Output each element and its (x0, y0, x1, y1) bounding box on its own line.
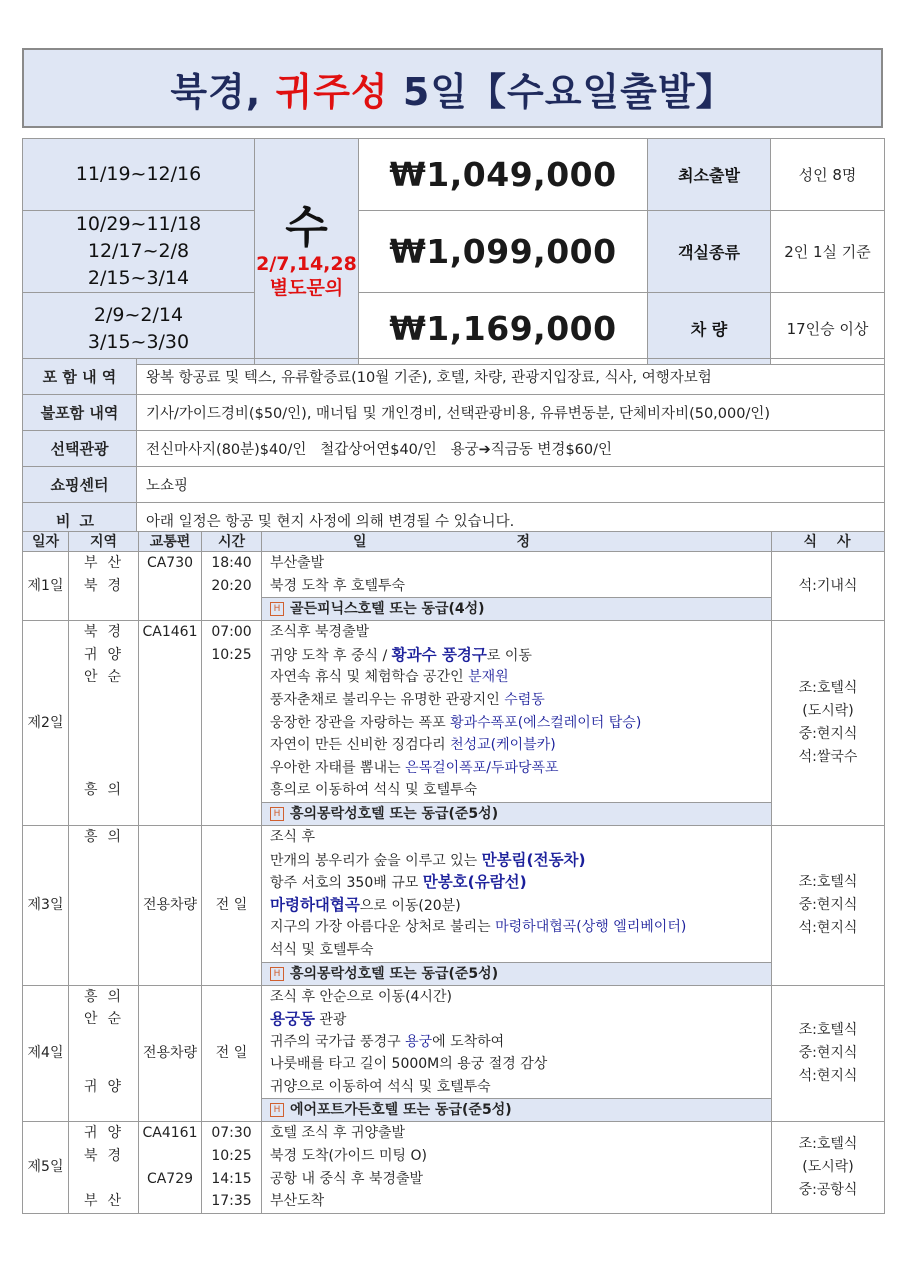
meal-cell (772, 621, 885, 826)
highlight-place: 황과수폭포(에스컬레이터 탑승) (450, 714, 642, 731)
exclude-value: 기사/가이드경비($50/인), 매너팁 및 개인경비, 선택관광비용, 유류변동분, 단체비자비(50,000/인) (137, 395, 885, 431)
price-label-3: 차 량 (648, 293, 771, 365)
meal-item: (도시락) (802, 1159, 854, 1176)
hotel-line: H 흥의몽락성호텔 또는 동급(준5성) (262, 802, 771, 825)
itinerary-line: 조식후 북경출발 (270, 624, 370, 641)
time-value: 17:35 (211, 1193, 252, 1210)
region-name: 부산 (83, 555, 132, 571)
itinerary-line: 조식 후 안순으로 이동(4시간) (270, 988, 452, 1005)
time-cell (202, 552, 262, 621)
price-dates-3: 2/9~2/14 3/15~3/30 (23, 293, 255, 365)
itinerary-line: 나룻배를 타고 길이 5000M의 용궁 절경 감상 (270, 1056, 548, 1073)
title-banner (22, 48, 883, 128)
meal-item: 조:호텔식 (798, 1021, 858, 1038)
highlight-place: 분재원 (468, 669, 509, 686)
meal-cell (772, 1122, 885, 1213)
day-label: 제3일 (23, 825, 69, 985)
schedule-day-row (23, 985, 885, 1122)
price-value-3: 17인승 이상 (771, 293, 885, 365)
region-name: 흥의 (83, 988, 132, 1005)
transport-name: CA730 (146, 555, 194, 571)
itinerary-line: 북경 도착 후 호텔투숙 (270, 577, 406, 594)
highlight-place: 은목걸이폭포/두파당폭포 (405, 759, 559, 776)
itinerary-line: 마령하대협곡으로 이동(20분) (270, 895, 461, 914)
transport-name (139, 1190, 201, 1213)
schedule-day-row (23, 1122, 885, 1213)
itinerary-line: 항주 서호의 350배 규모 만봉호(유람선) (270, 873, 527, 892)
time-value: 20:20 (211, 577, 252, 594)
meal-item: 조:호텔식 (798, 1136, 858, 1153)
header-itinerary: 일정 (262, 532, 772, 552)
optional-value: 전신마사지(80분)$40/인 철갑상어연$40/인 용궁➔직금동 변경$60/인 (137, 431, 885, 467)
departure-day: 수 (285, 201, 328, 253)
highlight-place: 마령하대협곡(상행 엘리베이터) (495, 919, 687, 936)
itinerary-line: 공항 내 중식 후 북경출발 (270, 1170, 424, 1187)
meal-item: 조:호텔식 (798, 680, 858, 697)
price-table (22, 138, 885, 365)
transport-name: 전용차량 (142, 1045, 198, 1062)
itinerary-line: 석식 및 호텔투숙 (270, 941, 374, 958)
schedule-day-row (23, 552, 885, 621)
header-time: 시간 (202, 532, 262, 552)
day-label: 제1일 (23, 552, 69, 621)
transport-cell (139, 621, 202, 826)
itinerary-line: 귀주의 국가급 풍경구 용궁에 도착하여 (270, 1033, 505, 1050)
shopping-value: 노쇼핑 (137, 467, 885, 503)
itinerary-line: 북경 도착(가이드 미팅 O) (270, 1148, 428, 1165)
schedule-day-row (23, 825, 885, 985)
region-cell (69, 552, 139, 621)
highlight-place: 만봉림(전동차) (481, 850, 586, 869)
transport-cell (139, 1122, 202, 1213)
highlight-place: 마령하대협곡 (270, 895, 360, 914)
transport-cell (139, 552, 202, 621)
region-name (77, 734, 138, 757)
region-name (77, 1031, 138, 1054)
time-value: 전 일 (215, 896, 248, 913)
itinerary-cell (262, 1122, 772, 1213)
hotel-icon: H (270, 967, 284, 981)
hotel-icon: H (270, 1103, 284, 1117)
meal-item: 중:현지식 (798, 726, 858, 743)
region-name: 북경 (83, 577, 132, 594)
region-name (77, 689, 138, 712)
day-label: 제4일 (23, 985, 69, 1122)
itinerary-line: 흥의로 이동하여 석식 및 호텔투숙 (270, 782, 478, 799)
region-name: 부산 (83, 1193, 132, 1210)
region-name (77, 712, 138, 735)
highlight-place: 천성교(케이블카) (450, 737, 556, 754)
page-title: 북경, 귀주성 5일【수요일출발】 (170, 69, 735, 114)
transport-cell (139, 825, 202, 985)
itinerary-line: 귀양으로 이동하여 석식 및 호텔투숙 (270, 1078, 491, 1095)
departure-note-dates: 2/7,14,28 (256, 252, 357, 275)
transport-cell (139, 985, 202, 1122)
transport-name: CA729 (146, 1170, 194, 1187)
region-name: 흥의 (83, 828, 132, 845)
departure-day-cell (255, 139, 359, 365)
time-cell (202, 825, 262, 985)
highlight-place: 용궁동 (270, 1010, 315, 1029)
region-cell (69, 825, 139, 985)
region-name: 안순 (83, 669, 132, 686)
price-dates-1: 11/19~12/16 (23, 139, 255, 211)
day-label: 제2일 (23, 621, 69, 826)
itinerary-line: 호텔 조식 후 귀양출발 (270, 1125, 406, 1142)
region-cell (69, 985, 139, 1122)
hotel-icon: H (270, 807, 284, 821)
itinerary-cell (262, 621, 772, 826)
region-name: 귀양 (83, 1078, 132, 1095)
region-name: 북경 (83, 624, 132, 641)
shopping-label: 쇼핑센터 (23, 467, 137, 503)
price-amount-1: ₩1,049,000 (359, 139, 648, 211)
itinerary-line: 풍자춘채로 불리우는 유명한 관광지인 수렴동 (270, 691, 545, 708)
meal-item: 중:공항식 (798, 1182, 858, 1199)
region-name (77, 1168, 138, 1191)
itinerary-line: 만개의 봉우리가 숲을 이루고 있는 만봉림(전동차) (270, 850, 586, 869)
transport-name: CA1461 (142, 624, 198, 641)
highlight-place: 황과수 풍경구 (391, 645, 487, 664)
departure-note-inquiry: 별도문의 (269, 276, 344, 299)
itinerary-line: 귀양 도착 후 중식 / 황과수 풍경구로 이동 (270, 645, 532, 664)
time-value: 07:00 (211, 624, 252, 641)
time-value: 전 일 (215, 1045, 248, 1062)
region-name: 귀양 (83, 1125, 132, 1142)
price-label-1: 최소출발 (648, 139, 771, 211)
region-name (77, 757, 138, 780)
schedule-table (22, 531, 885, 1214)
itinerary-cell (262, 985, 772, 1122)
hotel-icon: H (270, 602, 284, 616)
meal-item: 중:현지식 (798, 1044, 858, 1061)
price-dates-2: 10/29~11/18 12/17~2/8 2/15~3/14 (23, 211, 255, 293)
transport-name: 전용차량 (142, 896, 198, 913)
itinerary-line: 자연이 만든 신비한 징검다리 천성교(케이블카) (270, 737, 556, 754)
transport-name (139, 1145, 201, 1168)
time-cell (202, 1122, 262, 1213)
itinerary-cell (262, 552, 772, 621)
meal-item: 석:현지식 (798, 919, 858, 936)
region-name: 귀양 (83, 646, 132, 663)
price-label-2: 객실종류 (648, 211, 771, 293)
remark-value: 아래 일정은 항공 및 현지 사정에 의해 변경될 수 있습니다. (137, 503, 885, 539)
meal-item: 중:현지식 (798, 896, 858, 913)
header-meal: 식사 (772, 532, 885, 552)
time-cell (202, 621, 262, 826)
region-name: 안순 (83, 1011, 132, 1028)
optional-label: 선택관광 (23, 431, 137, 467)
time-value: 10:25 (211, 1148, 252, 1165)
meal-item: 석:쌀국수 (798, 749, 858, 766)
price-amount-2: ₩1,099,000 (359, 211, 648, 293)
header-region: 지역 (69, 532, 139, 552)
meal-cell (772, 825, 885, 985)
region-cell (69, 1122, 139, 1213)
highlight-place: 수렴동 (504, 691, 545, 708)
itinerary-line: 자연속 휴식 및 체험학습 공간인 분재원 (270, 669, 509, 686)
highlight-place: 만봉호(유람선) (422, 873, 527, 892)
region-cell (69, 621, 139, 826)
include-value: 왕복 항공료 및 텍스, 유류할증료(10월 기준), 호텔, 차량, 관광지입장료, 식사, 여행자보험 (137, 359, 885, 395)
region-name: 북경 (83, 1148, 132, 1165)
meal-cell (772, 985, 885, 1122)
itinerary-cell (262, 825, 772, 985)
header-transport: 교통편 (139, 532, 202, 552)
schedule-day-row (23, 621, 885, 826)
hotel-line: H 에어포트가든호텔 또는 동급(준5성) (262, 1098, 771, 1121)
region-name: 흥의 (83, 782, 132, 799)
highlight-place: 용궁 (405, 1033, 433, 1050)
time-value: 18:40 (211, 555, 252, 571)
info-table (22, 358, 885, 539)
itinerary-line: 지구의 가장 아름다운 상처로 불리는 마령하대협곡(상행 엘리베이터) (270, 919, 687, 936)
itinerary-line: 조식 후 (270, 828, 316, 845)
time-value: 10:25 (211, 646, 252, 663)
meal-item: 조:호텔식 (798, 873, 858, 890)
time-value: 07:30 (211, 1125, 252, 1142)
itinerary-line: 부산출발 (270, 555, 325, 571)
exclude-label: 불포함 내역 (23, 395, 137, 431)
price-value-2: 2인 1실 기준 (771, 211, 885, 293)
meal-item: 석:현지식 (798, 1067, 858, 1084)
time-cell (202, 985, 262, 1122)
day-label: 제5일 (23, 1122, 69, 1213)
include-label: 포 함 내 역 (23, 359, 137, 395)
region-name (77, 1053, 138, 1076)
itinerary-line: 우아한 자태를 뽐내는 은목걸이폭포/두파당폭포 (270, 759, 559, 776)
price-amount-3: ₩1,169,000 (359, 293, 648, 365)
hotel-line: H 골든피닉스호텔 또는 동급(4성) (262, 597, 771, 620)
meal-item: (도시락) (802, 703, 854, 720)
itinerary-line: 웅장한 장관을 자랑하는 폭포 황과수폭포(에스컬레이터 탑승) (270, 714, 642, 731)
time-value: 14:15 (211, 1170, 252, 1187)
hotel-line: H 흥의몽락성호텔 또는 동급(준5성) (262, 962, 771, 985)
transport-name: CA4161 (142, 1125, 198, 1142)
meal-cell (772, 552, 885, 621)
schedule-header (23, 532, 885, 552)
header-day: 일자 (23, 532, 69, 552)
meal-item: 석:기내식 (798, 577, 858, 594)
itinerary-line: 용궁동 관광 (270, 1010, 347, 1029)
price-value-1: 성인 8명 (771, 139, 885, 211)
remark-label: 비고 (23, 503, 137, 539)
itinerary-line: 부산도착 (270, 1193, 325, 1210)
